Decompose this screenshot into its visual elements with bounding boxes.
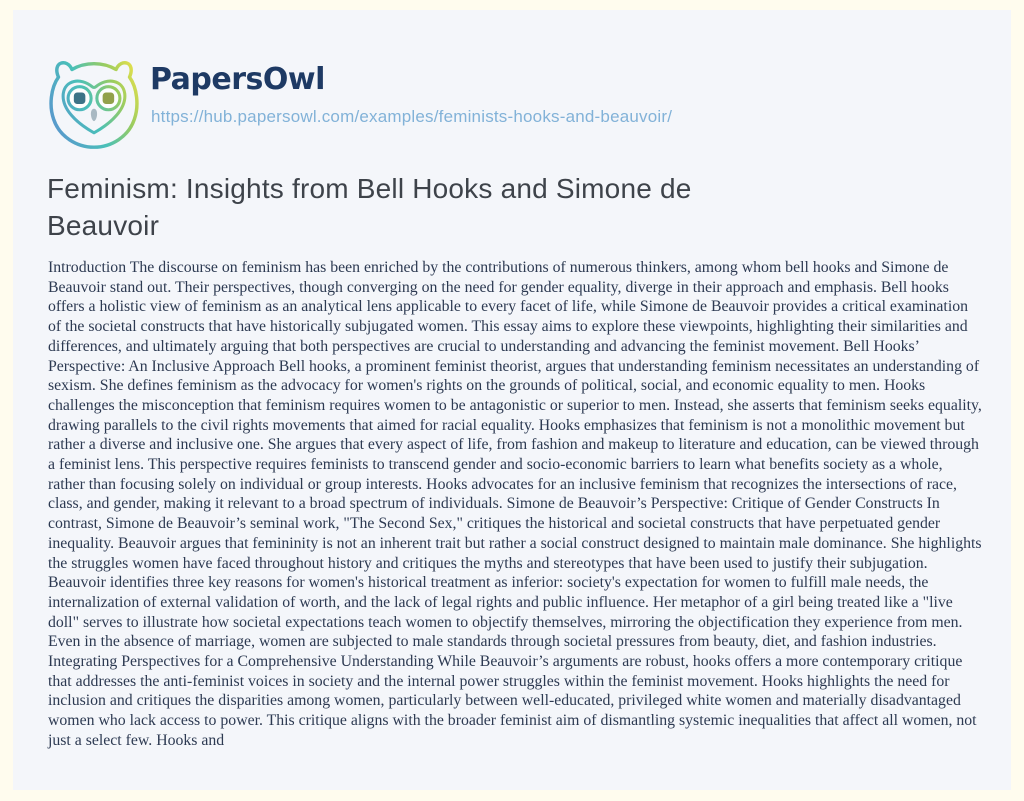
brand-url-link[interactable]: https://hub.papersowl.com/examples/feminists-hooks-and-beauvoir/ [151, 107, 673, 126]
brand-name: PapersOwl [150, 62, 325, 97]
essay-title: Feminism: Insights from Bell Hooks and Simone de Beauvoir [47, 173, 692, 241]
papersowl-logo [46, 55, 142, 153]
owl-icon [46, 140, 142, 157]
essay-body-text: Introduction The discourse on feminism has been enriched by the contributions of numerous thinkers, among whom bell hooks and Simone de Beauvoir stand out. Their perspectives, though converging on the need for gender equality, diverge in their approach and emphasis. Bell hooks offers a holistic view of feminism as an analytical lens applicable to every facet of life, while Simone de Beauvoir provides a critical examination of the societal constructs that have historically subjugated women. This essay aims to explore these viewpoints, highlighting their similarities and differences, and ultimately arguing that both perspectives are crucial to understanding and advancing the feminist movement. Bell Hooks’ Perspective: An Inclusive Approach Bell hooks, a prominent feminist theorist, argues that understanding feminism necessitates an understanding of sexism. She defines feminism as the advocacy for women's rights on the grounds of political, social, and economic equality to men. Hooks challenges the misconception that feminism requires women to be antagonistic or superior to men. Instead, she asserts that feminism seeks equality, drawing parallels to the civil rights movements that aimed for racial equality. Hooks emphasizes that feminism is not a monolithic movement but rather a diverse and inclusive one. She argues that every aspect of life, from fashion and makeup to literature and education, can be viewed through a feminist lens. This perspective requires feminists to transcend gender and socio-economic barriers to learn what benefits society as a whole, rather than focusing solely on individual or group interests. Hooks advocates for an inclusive feminism that recognizes the intersections of race, class, and gender, making it relevant to a broad spectrum of individuals. Simone de Beauvoir’s Perspective: Critique of Gender Constructs In contrast, Simone de Beauvoir’s seminal work, "The Second Sex," critiques the historical and societal constructs that have perpetuated gender inequality. Beauvoir argues that femininity is not an inherent trait but rather a social construct designed to maintain male dominance. She highlights the struggles women have faced throughout history and critiques the myths and stereotypes that have been used to justify their subjugation. Beauvoir identifies three key reasons for women's historical treatment as inferior: society's expectation for women to fulfill male needs, the internalization of external validation of worth, and the lack of legal rights and public influence. Her metaphor of a girl being treated like a "live doll" serves to illustrate how societal expectations teach women to objectify themselves, mirroring the objectification they experience from men. Even in the absence of marriage, women are subjected to male standards through societal pressures from beauty, diet, and fashion industries. Integrating Perspectives for a Comprehensive Understanding While Beauvoir’s arguments are robust, hooks offers a more contemporary critique that addresses the anti-feminist voices in society and the internal power struggles within the feminist movement. Hooks highlights the need for inclusion and critiques the disparities among women, particularly between well-educated, privileged white women and materially disadvantaged women who lack access to power. This critique aligns with the broader feminist aim of dismantling systemic inequalities that affect all women, not just a select few. Hooks and [48, 259, 982, 749]
